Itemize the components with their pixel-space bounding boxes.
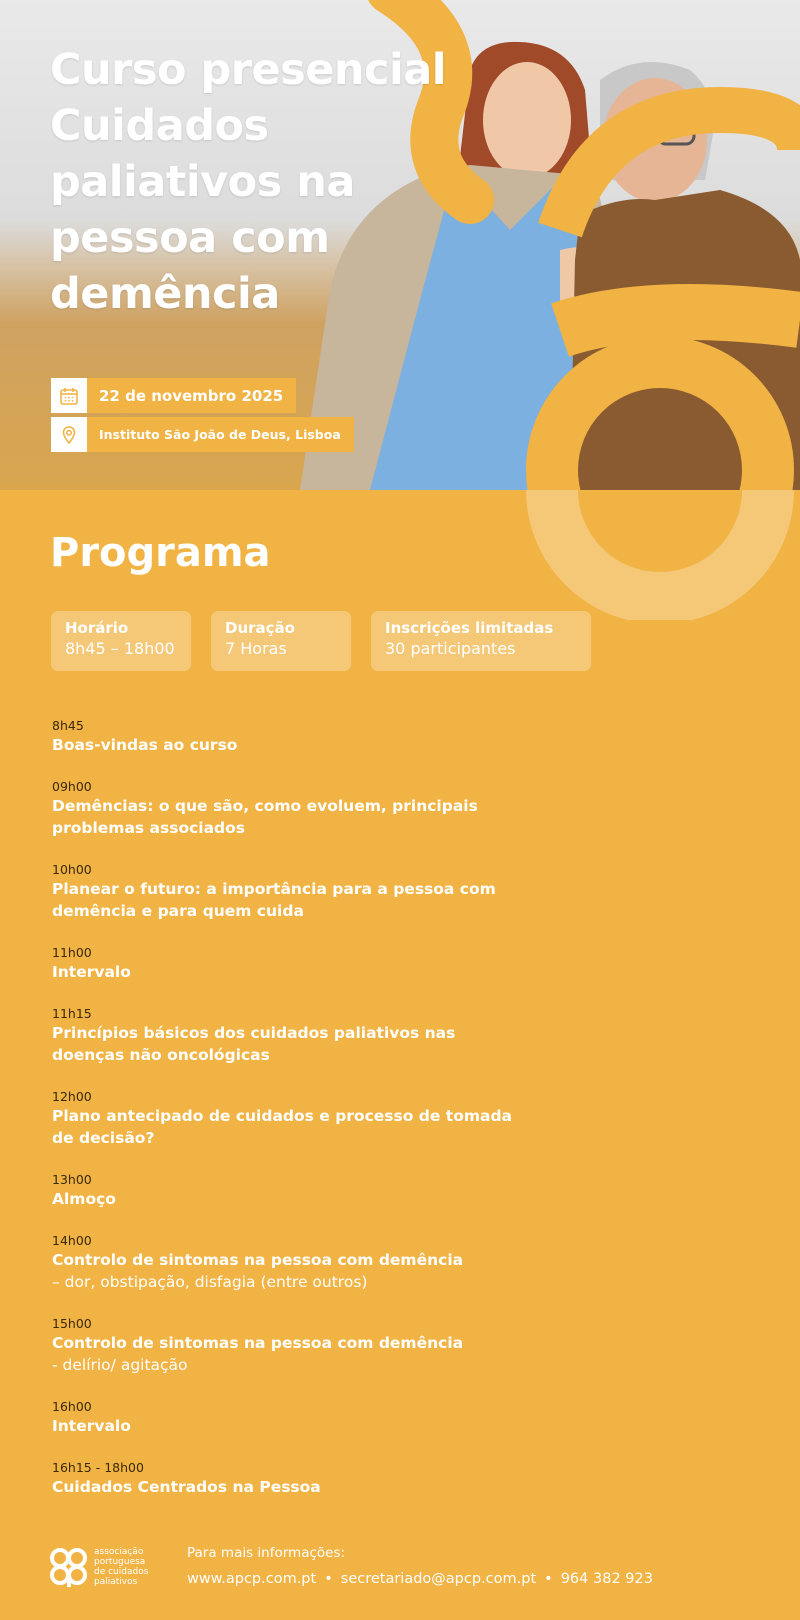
section-title: Programa: [50, 530, 271, 576]
pill-label: Horário: [65, 619, 129, 637]
logo-text: [94, 1547, 166, 1587]
pill-value: 8h45 – 18h00: [65, 639, 175, 658]
schedule-title: Controlo de sintomas na pessoa com demência: [52, 1251, 464, 1269]
schedule-time: 14h00: [52, 1233, 92, 1248]
website-link[interactable]: www.apcp.com.pt: [187, 1571, 317, 1587]
schedule-subtitle: - delírio/ agitação: [52, 1356, 188, 1374]
logo-text-line: associação: [94, 1547, 144, 1557]
contact-line: [187, 1568, 653, 1590]
course-title: [50, 42, 470, 322]
schedule-subtitle: – dor, obstipação, disfagia (entre outros): [52, 1273, 368, 1291]
date-badge: [51, 378, 296, 413]
schedule-title: Controlo de sintomas na pessoa com demência: [52, 1334, 464, 1352]
pill-label: Inscrições limitadas: [385, 619, 554, 637]
event-location: Instituto São João de Deus, Lisboa: [99, 427, 341, 442]
schedule-title: Almoço: [52, 1190, 116, 1208]
schedule-list: [52, 718, 512, 1521]
pill-schedule: [51, 611, 191, 671]
title-line: pessoa com: [50, 213, 330, 263]
location-badge: [51, 417, 354, 452]
phone-number[interactable]: 964 382 923: [560, 1571, 653, 1587]
schedule-time: 11h15: [52, 1006, 92, 1021]
schedule-title: Demências: o que são, como evoluem, principais problemas associados: [52, 797, 478, 837]
pill-label: Duração: [225, 619, 295, 637]
schedule-item: [52, 1316, 512, 1376]
contact-info: [187, 1543, 653, 1590]
schedule-item: [52, 718, 512, 756]
pill-value: 30 participantes: [385, 639, 516, 658]
schedule-title: Plano antecipado de cuidados e processo de tomada de decisão?: [52, 1107, 513, 1147]
schedule-time: 15h00: [52, 1316, 92, 1331]
schedule-item: [52, 1399, 512, 1437]
calendar-icon: [51, 378, 87, 413]
schedule-time: 09h00: [52, 779, 92, 794]
logo-text-line: de cuidados: [94, 1567, 149, 1577]
schedule-item: [52, 862, 512, 922]
hero-banner: [0, 0, 800, 490]
pill-registration: [371, 611, 591, 671]
schedule-item: [52, 1006, 512, 1066]
schedule-time: 16h00: [52, 1399, 92, 1414]
schedule-item: [52, 945, 512, 983]
schedule-item: [52, 1460, 512, 1498]
schedule-item: [52, 1233, 512, 1293]
pill-value: 7 Horas: [225, 639, 287, 658]
schedule-time: 12h00: [52, 1089, 92, 1104]
schedule-time: 10h00: [52, 862, 92, 877]
title-line: demência: [50, 269, 280, 319]
schedule-title: Intervalo: [52, 963, 131, 981]
title-line: Cuidados: [50, 101, 269, 151]
email-link[interactable]: secretariado@apcp.com.pt: [340, 1571, 537, 1587]
contact-label: Para mais informações:: [187, 1545, 346, 1561]
title-line: Curso presencial: [50, 45, 446, 95]
schedule-time: 8h45: [52, 718, 84, 733]
schedule-time: 11h00: [52, 945, 92, 960]
schedule-time: 13h00: [52, 1172, 92, 1187]
separator: •: [324, 1571, 333, 1587]
schedule-time: 16h15 - 18h00: [52, 1460, 144, 1475]
event-date: 22 de novembro 2025: [99, 386, 284, 405]
schedule-title: Cuidados Centrados na Pessoa: [52, 1478, 321, 1496]
apcp-logo: [50, 1545, 170, 1589]
schedule-title: Princípios básicos dos cuidados paliativos nas doenças não oncológicas: [52, 1024, 456, 1064]
schedule-title: Boas-vindas ao curso: [52, 736, 238, 754]
schedule-title: Planear o futuro: a importância para a pessoa com demência e para quem cuida: [52, 880, 496, 920]
separator: •: [544, 1571, 553, 1587]
title-line: paliativos na: [50, 157, 355, 207]
pill-duration: [211, 611, 351, 671]
logo-text-line: paliativos: [94, 1577, 138, 1587]
logo-text-line: portuguesa: [94, 1557, 146, 1567]
map-pin-icon: [51, 417, 87, 452]
schedule-item: [52, 1089, 512, 1149]
schedule-item: [52, 1172, 512, 1210]
schedule-title: Intervalo: [52, 1417, 131, 1435]
schedule-item: [52, 779, 512, 839]
apcp-logo-icon: [50, 1547, 88, 1587]
